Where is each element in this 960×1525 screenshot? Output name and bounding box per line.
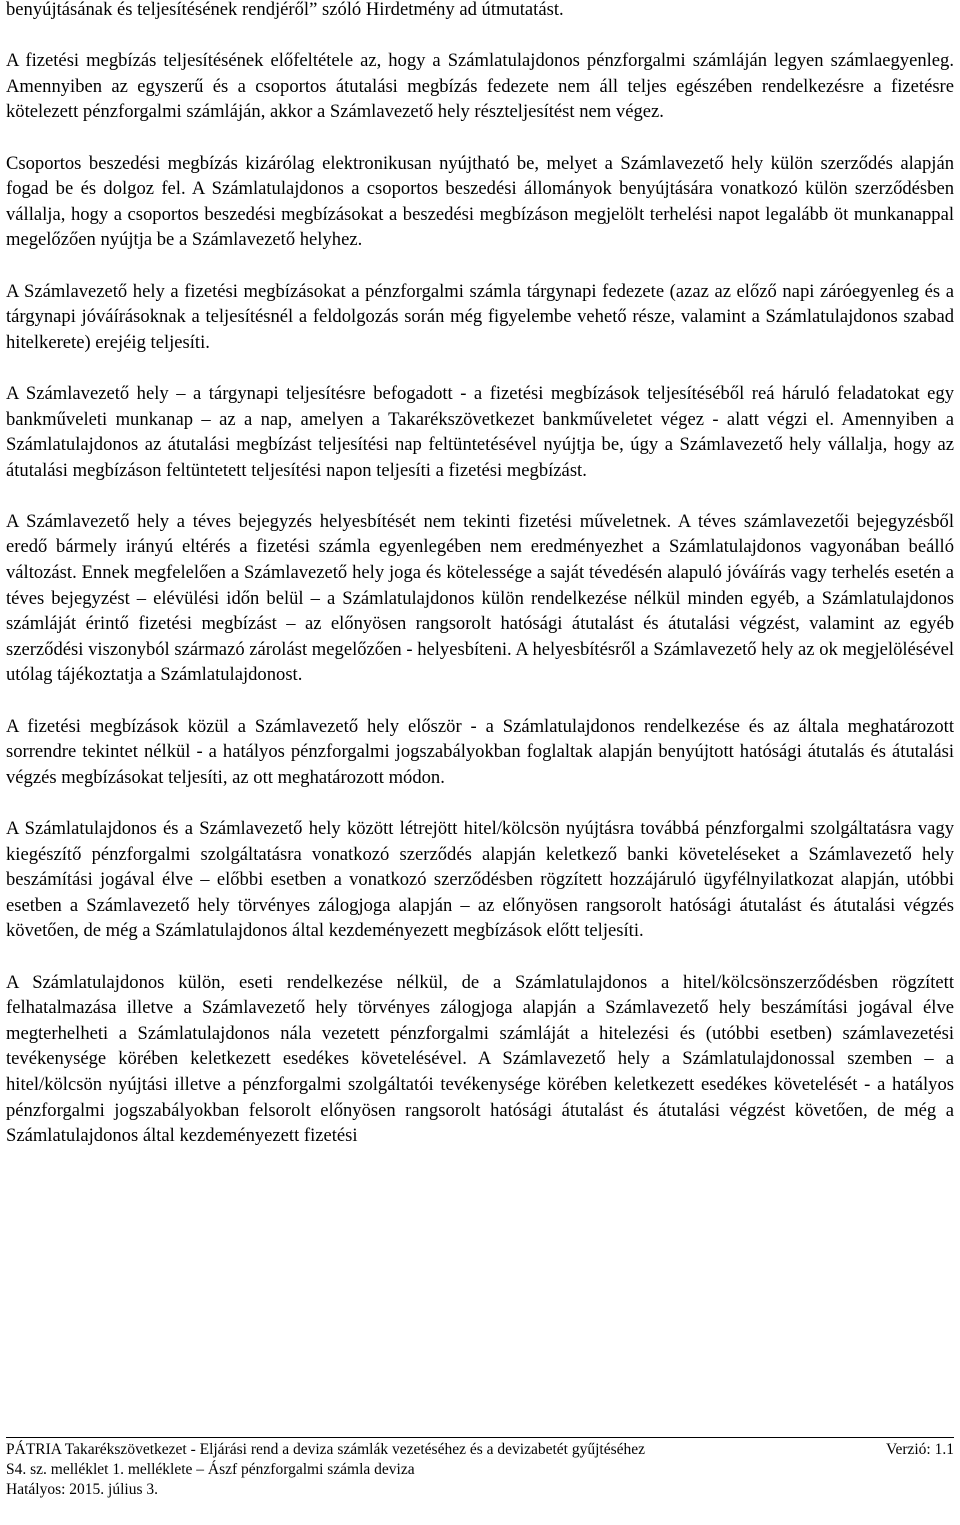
footer-version: Verzió: 1.1: [885, 1441, 954, 1458]
paragraph-6: A Számlavezető hely a téves bejegyzés helyesbítését nem tekinti fizetési műveletnek. A téves számlavezetői bejegyzésből eredő bármely irányú eltérés a fizetési számla egyenlegében nem eredményezhet a Számlatulajdonos vagyonában beálló változást. Ennek megfelelően a Számlavezető hely joga és kötelessége a saját tévedésén alapuló jóváírás vagy terhelés esetén a téves bejegyzést – elévülési időn belül – a Számlatulajdonos külön rendelkezése nélkül minden egyéb, a Számlatulajdonos számláját érintő fizetési megbízást – az előnyösen rangsorolt hatósági átutalást és átutalási végzést, valamint az egyéb szerződési viszonyból származó zárolást megelőzően - helyesbíteni. A helyesbítésről a Számlavezető hely az ok megjelölésével utólag tájékoztatja a Számlatulajdonost.: [6, 510, 954, 686]
footer-title-row: [6, 1440, 954, 1460]
paragraph-5: A Számlavezető hely – a tárgynapi teljesítésre befogadott - a fizetési megbízások teljesítéséből reá háruló feladatokat egy bankműveleti munkanap – az a nap, amelyen a Takarékszövetkezet bankműveletet végez - alatt végzi el. Amennyiben a Számlatulajdonos az átutalási megbízást teljesítési nap feltüntetésével nyújtja be, úgy a Számlavezető hely vállalja, hogy az átutalási megbízáson feltüntetett teljesítési napon teljesíti a fizetési megbízást.: [6, 382, 954, 481]
paragraph-1: benyújtásának és teljesítésének rendjéről” szóló Hirdetmény ad útmutatást.: [6, 0, 564, 20]
footer-document-title: PÁTRIA Takarékszövetkezet - Eljárási rend a deviza számlák vezetéséhez és a devizabetét gyűjtéséhez: [6, 1441, 645, 1458]
paragraph-8: A Számlatulajdonos és a Számlavezető hely között létrejött hitel/kölcsön nyújtásra továbbá pénzforgalmi szolgáltatásra vagy kiegészítő pénzforgalmi szolgáltatásra vonatkozó szerződés alapján keletkező banki követeléseket a Számlavezető hely beszámítási jogával élve – előbbi esetben a vonatkozó szerződésben rögzített hozzájáruló ügyfélnyilatkozat alapján, utóbbi esetben a Számlavezető hely törvényes zálogjoga alapján – az előnyösen rangsorolt hatósági átutalást és átutalási végzés követően, de még a Számlatulajdonos által kezdeményezett megbízások előtt teljesíti.: [6, 818, 954, 942]
footer-annex: S4. sz. melléklet 1. melléklete – Ászf pénzforgalmi számla deviza: [6, 1461, 415, 1478]
page-footer: [6, 1437, 954, 1500]
paragraph-2: A fizetési megbízás teljesítésének előfeltétele az, hogy a Számlatulajdonos pénzforgalmi számláján legyen számlaegyenleg. Amennyiben az egyszerű és a csoportos átutalási megbízás fedezete nem áll teljes egészében rendelkezésre a fizetésre kötelezett pénzforgalmi számláján, akkor a Számlavezető hely részteljesítést nem végez.: [6, 50, 954, 123]
paragraph-9: A Számlatulajdonos külön, eseti rendelkezése nélkül, de a Számlatulajdonos a hitel/kölcsönszerződésben rögzített felhatalmazása illetve a Számlavezető hely törvényes zálogjoga alapján a Számlavezető hely beszámítási jogával élve megterhelheti a Számlatulajdonos nála vezetett pénzforgalmi számláját a hitelezési és (utóbbi esetben) számlavezetési tevékenysége körében keletkezett esedékes követelésével. A Számlavezető hely a Számlatulajdonossal szemben – a hitel/kölcsön nyújtási illetve a pénzforgalmi szolgáltatói tevékenysége körében keletkezett esedékes követelését - a hatályos pénzforgalmi jogszabályokban felsorolt előnyösen rangsorolt hatósági átutalást és átutalási végzést követően, de még a Számlatulajdonos által kezdeményezett fizetési: [6, 971, 954, 1147]
paragraph-4: A Számlavezető hely a fizetési megbízásokat a pénzforgalmi számla tárgynapi fedezete (azaz az előző napi záróegyenleg és a tárgynapi jóváírásoknak a teljesítésnél a feldolgozás során még figyelembe vehető része, valamint a Számlatulajdonos szabad hitelkerete) erejéig teljesíti.: [6, 280, 954, 353]
paragraph-7: A fizetési megbízások közül a Számlavezető hely először - a Számlatulajdonos rendelkezése és az általa meghatározott sorrendre tekintet nélkül - a hatályos pénzforgalmi jogszabályokban foglaltak alapján benyújtott hatósági átutalás és átutalási végzés megbízásokat teljesíti, az ott meghatározott módon.: [6, 715, 954, 788]
paragraph-3: Csoportos beszedési megbízás kizárólag elektronikusan nyújtható be, melyet a Számlavezető hely külön szerződés alapján fogad be és dolgoz fel. A Számlatulajdonos a csoportos beszedési állományok benyújtására vonatkozó külön szerződésben vállalja, hogy a csoportos beszedési megbízásokat a beszedési megbízáson megjelölt terhelési napot legalább öt munkanappal megelőzően nyújtja be a Számlavezető helyhez.: [6, 152, 954, 251]
document-body: [6, 0, 954, 1149]
footer-effective-date: Hatályos: 2015. július 3.: [6, 1481, 158, 1498]
